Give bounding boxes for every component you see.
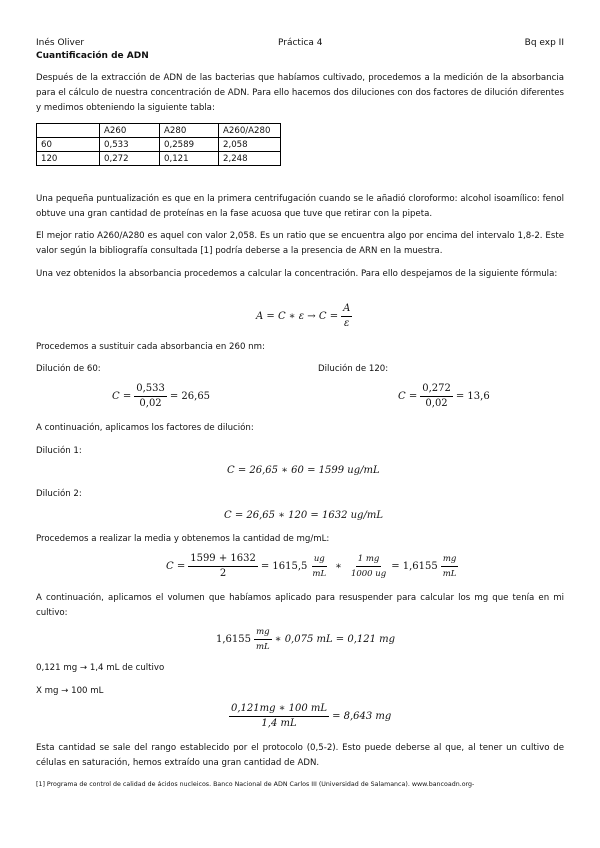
intro-paragraph: Después de la extracción de ADN de las bacterias que habíamos cultivado, procedemos a la medición de la absorbancia para el cálculo de nuestra concentración de ADN. Para ello hacemos dos diluciones con dos factores de dilución diferentes y medimos obteniendo la siguiente tabla: (36, 73, 564, 113)
c120-fraction (420, 383, 453, 410)
dilution-120-label: Dilución de 120: (318, 364, 389, 374)
c120-result: = 13,6 (455, 391, 490, 402)
c120-numerator: 0,272 (420, 383, 453, 397)
volume-unit-fraction (254, 626, 272, 653)
final-equation (226, 703, 391, 730)
c60-result: = 26,65 (169, 391, 211, 402)
formula-denominator: ε (344, 318, 350, 329)
table-cell: 2,248 (219, 152, 281, 166)
table-cell: 60 (37, 138, 100, 152)
substitute-paragraph: Procedemos a sustituir cada absorbancia en 260 nm: (36, 342, 265, 352)
volume-paragraph: A continuación, aplicamos el volumen que habíamos aplicado para resuspender para calcular los mg que tenía en mi cultivo: (36, 593, 564, 618)
dilution-factors-paragraph: A continuación, aplicamos los factores de dilución: (36, 423, 254, 433)
proportion-line-a: 0,121 mg → 1,4 mL de cultivo (36, 663, 165, 673)
c120-denominator: 0,02 (425, 398, 448, 409)
conclusion-paragraph: Esta cantidad se sale del rango establecido por el protocolo (0,5-2). Esto puede deberse al que, al tener un cultivo de células en saturación, hemos extraído una gran cantidad de ADN. (36, 743, 564, 768)
unit-mg-ml-fraction (441, 553, 459, 580)
unit-ug-ml-fraction (310, 553, 328, 580)
mean-result-1: = 1615,5 (260, 561, 308, 572)
mean-equation (166, 553, 461, 580)
unit-denominator: mL (312, 569, 327, 579)
table-row (37, 138, 281, 152)
c120-lhs: C = (398, 391, 418, 402)
table-header-row (37, 124, 281, 138)
final-numerator: 0,121mg ∗ 100 mL (229, 703, 329, 717)
section-title: Cuantificación de ADN (36, 51, 149, 61)
header-author: Inés Oliver (36, 38, 85, 48)
table-cell: 0,272 (100, 152, 160, 166)
unit-numerator: mg (441, 553, 459, 567)
volume-equation (216, 626, 395, 653)
table-cell: 120 (37, 152, 100, 166)
unit-conversion-fraction (349, 553, 388, 580)
multiply-symbol: ∗ (335, 561, 342, 572)
volume-lead: 1,6155 (216, 634, 251, 645)
table-row (37, 152, 281, 166)
volume-rest: ∗ 0,075 mL = 0,121 mg (274, 634, 396, 645)
dilution-60-label: Dilución de 60: (36, 364, 101, 374)
c60-denominator: 0,02 (139, 398, 162, 409)
table-header-cell (37, 124, 100, 138)
formula-fraction (341, 303, 352, 330)
c60-numerator: 0,533 (134, 383, 167, 397)
note-paragraph: Una pequeña puntualización es que en la primera centrifugación cuando se le añadió cloroformo: alcohol isoamílico: fenol obtuve una gran cantidad de proteínas en la fase acuosa que tuve que retirar con la pipeta. (36, 194, 564, 219)
final-fraction (229, 703, 329, 730)
table-header-cell: A280 (160, 124, 219, 138)
concentration-120-equation (398, 383, 490, 410)
final-denominator: 1,4 mL (261, 718, 297, 729)
mean-lhs: C = (166, 561, 186, 572)
dilution-1-label: Dilución 1: (36, 446, 82, 456)
mean-numerator: 1599 + 1632 (188, 553, 258, 567)
mean-result-2: = 1,6155 (391, 561, 438, 572)
mean-denominator: 2 (219, 568, 227, 579)
unit-denominator: 1000 ug (350, 569, 387, 579)
formula-equation (256, 303, 355, 330)
dilution-2-label: Dilución 2: (36, 489, 82, 499)
table-cell: 0,533 (100, 138, 160, 152)
unit-numerator: mg (254, 626, 272, 640)
dilution-2-equation: C = 26,65 ∗ 120 = 1632 ug/mL (224, 510, 383, 521)
proportion-line-b: X mg → 100 mL (36, 686, 104, 696)
header-practice: Práctica 4 (278, 38, 323, 48)
table-cell: 2,058 (219, 138, 281, 152)
concentration-60-equation (112, 383, 210, 410)
mean-paragraph: Procedemos a realizar la media y obtenemos la cantidad de mg/mL: (36, 534, 330, 544)
footnote: [1] Programa de control de calidad de ácidos nucleicos. Banco Nacional de ADN Carlos III (Universidad de Salamanca). www.bancoadn.org- (36, 781, 475, 788)
mean-fraction (188, 553, 258, 580)
c60-fraction (134, 383, 167, 410)
table-cell: 0,121 (160, 152, 219, 166)
unit-numerator: ug (312, 553, 327, 567)
dilution-1-equation: C = 26,65 ∗ 60 = 1599 ug/mL (227, 465, 380, 476)
final-result: = 8,643 mg (332, 711, 392, 722)
c60-lhs: C = (112, 391, 132, 402)
header-course: Bq exp II (524, 38, 564, 48)
ratio-paragraph: El mejor ratio A260/A280 es aquel con valor 2,058. Es un ratio que se encuentra algo por encima del intervalo 1,8-2. Este valor según la bibliografía consultada [1] podría deberse a la presencia de ARN en la muestra. (36, 231, 564, 256)
unit-denominator: mL (442, 569, 457, 579)
formula-lhs: A = C ∗ ε → C = (256, 311, 339, 322)
absorbance-table (36, 123, 281, 166)
table-header-cell: A260/A280 (219, 124, 281, 138)
unit-numerator: 1 mg (356, 553, 382, 567)
table-cell: 0,2589 (160, 138, 219, 152)
formula-numerator: A (341, 303, 352, 317)
table-header-cell: A260 (100, 124, 160, 138)
unit-denominator: mL (256, 642, 270, 652)
absorbance-paragraph: Una vez obtenidos la absorbancia procedemos a calcular la concentración. Para ello despejamos de la siguiente fórmula: (36, 269, 558, 279)
